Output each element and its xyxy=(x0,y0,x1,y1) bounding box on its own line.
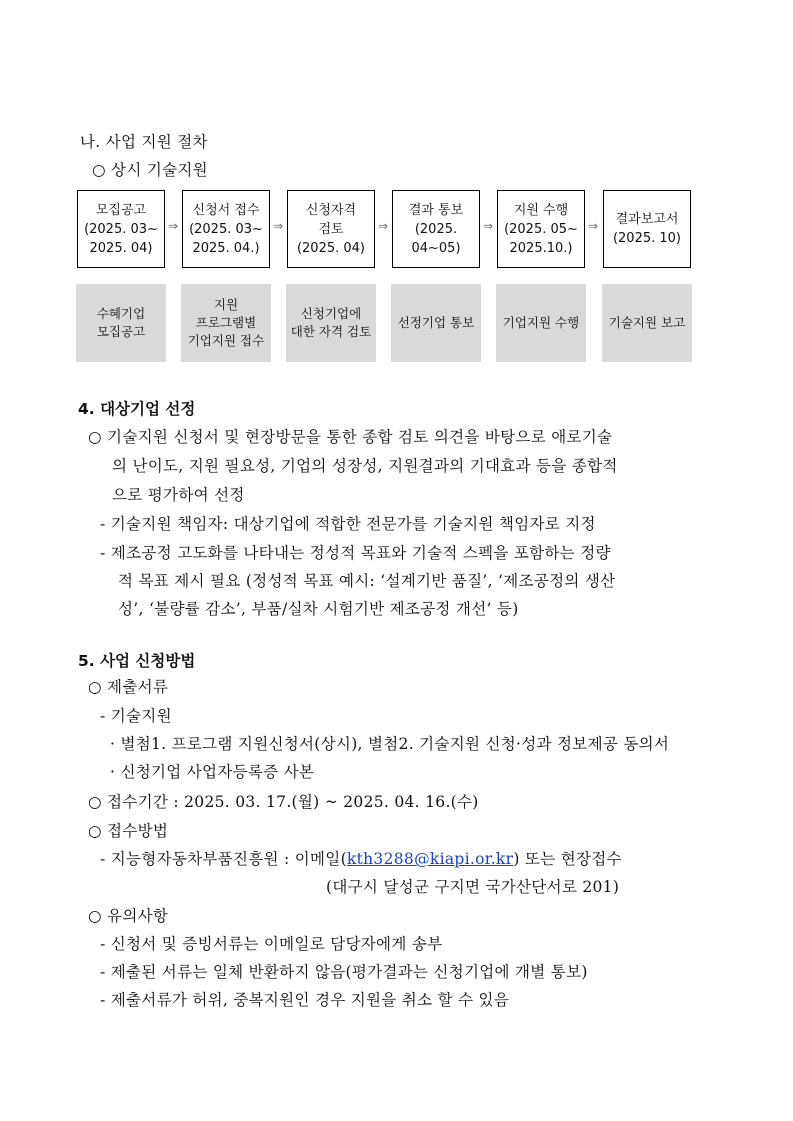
email-link[interactable]: kth3288@kiapi.or.kr xyxy=(346,850,514,868)
flow-desc-text: 기업지원 접수 xyxy=(187,333,265,348)
flow-step-text: 2025.10.) xyxy=(509,240,573,256)
flow-arrow: ⇒ xyxy=(168,219,179,233)
flow-step-text: 2025. 04.) xyxy=(192,240,260,256)
section-4-paragraph-line: 의 난이도, 지원 필요성, 기업의 성장성, 지원결과의 기대효과 등을 종합적 xyxy=(112,457,618,475)
note-item: - 신청서 및 증빙서류는 이메일로 담당자에게 송부 xyxy=(100,935,443,953)
flow-arrow: ⇒ xyxy=(588,219,599,233)
attachment-item: · 신청기업 사업자등록증 사본 xyxy=(110,763,315,781)
flow-step-text: 검토 xyxy=(318,221,344,237)
flow-desc-result xyxy=(391,284,481,362)
flow-step-text: (2025. 03~ xyxy=(84,221,158,237)
section-sub-regular-support: ○ 상시 기술지원 xyxy=(92,161,208,179)
flow-step-text: 결과 통보 xyxy=(408,202,464,218)
tech-support-item: - 기술지원 xyxy=(100,707,172,725)
flow-desc-text: 선정기업 통보 xyxy=(397,315,475,330)
flow-step-report xyxy=(603,190,691,268)
flow-step-execution xyxy=(497,190,585,268)
flow-step-text: 결과보고서 xyxy=(615,212,679,227)
flow-arrow: ⇒ xyxy=(378,219,389,233)
flow-desc-text: 기업지원 수행 xyxy=(502,315,580,330)
flow-step-application xyxy=(182,190,270,268)
org-prefix: - 지능형자동차부품진흥원 : 이메일( xyxy=(100,850,347,868)
flow-desc-text: 모집공고 xyxy=(96,324,146,339)
flow-step-text: (2025. 04~05) xyxy=(411,221,461,256)
note-item: - 제출서류가 허위, 중복지원인 경우 지원을 취소 할 수 있음 xyxy=(100,991,510,1009)
flow-desc-text: 기술지원 보고 xyxy=(608,315,686,330)
flow-step-recruitment xyxy=(77,190,165,268)
attachment-item: · 별첨1. 프로그램 지원신청서(상시), 별첨2. 기술지원 신청·성과 정보제공 동의서 xyxy=(110,735,670,753)
section-5-title: 5. 사업 신청방법 xyxy=(78,652,196,670)
section-4-paragraph-line: 으로 평가하여 선정 xyxy=(112,486,245,504)
flow-arrow: ⇒ xyxy=(483,219,494,233)
notes-heading: ○ 유의사항 xyxy=(88,907,169,925)
flow-desc-recruitment xyxy=(76,284,166,362)
flow-desc-text: 지원 xyxy=(213,297,239,312)
flow-step-text: 신청자격 xyxy=(305,202,357,218)
flow-desc-report xyxy=(602,284,692,362)
flow-desc-execution xyxy=(496,284,586,362)
flow-step-text: (2025. 04) xyxy=(296,240,366,256)
flow-step-result xyxy=(392,190,480,268)
section-title-procedure: 나. 사업 지원 절차 xyxy=(80,133,208,151)
section-4-bullet: - 기술지원 책임자: 대상기업에 적합한 전문가를 기술지원 책임자로 지정 xyxy=(100,515,596,533)
section-4-paragraph-line: ○ 기술지원 신청서 및 현장방문을 통한 종합 검토 의견을 바탕으로 애로기술 xyxy=(88,428,613,446)
flow-step-text: 2025. 04) xyxy=(89,240,153,256)
section-4-bullet-line: 적 목표 제시 필요 (정성적 목표 예시: ‘설계기반 품질’, ‘제조공정의 생산 xyxy=(118,572,616,590)
org-suffix: ) 또는 현장접수 xyxy=(513,850,622,868)
section-4-bullet-line: 성’, ‘불량률 감소’, 부품/실차 시험기반 제조공정 개선’ 등) xyxy=(118,600,519,618)
flow-desc-text: 수혜기업 xyxy=(96,306,146,321)
flow-step-text: 지원 수행 xyxy=(513,202,569,218)
flow-step-eligibility xyxy=(287,190,375,268)
application-method-heading: ○ 접수방법 xyxy=(88,822,169,840)
application-period: ○ 접수기간 : 2025. 03. 17.(월) ~ 2025. 04. 16.(수) xyxy=(88,793,479,811)
flow-desc-text: 대한 자격 검토 xyxy=(290,324,372,339)
flow-arrow: ⇒ xyxy=(273,219,284,233)
section-4-title: 4. 대상기업 선정 xyxy=(78,400,196,418)
flow-step-text: (2025. 10) xyxy=(612,231,682,246)
submission-docs-heading: ○ 제출서류 xyxy=(88,678,169,696)
flow-step-text: (2025. 03~ xyxy=(189,221,263,237)
application-org xyxy=(100,849,622,869)
section-4-bullet: - 제조공정 고도화를 나타내는 정성적 목표와 기술적 스펙을 포함하는 정량 xyxy=(100,544,611,562)
address: (대구시 달성군 구지면 국가산단서로 201) xyxy=(326,878,620,896)
note-item: - 제출된 서류는 일체 반환하지 않음(평가결과는 신청기업에 개별 통보) xyxy=(100,963,588,981)
flow-desc-text: 신청기업에 xyxy=(300,306,362,321)
flow-desc-application xyxy=(181,284,271,362)
flow-desc-eligibility xyxy=(286,284,376,362)
flow-step-text: 신청서 접수 xyxy=(192,202,260,218)
flow-desc-text: 프로그램별 xyxy=(195,315,257,330)
flow-step-text: 모집공고 xyxy=(95,202,147,218)
flow-step-text: (2025. 05~ xyxy=(504,221,578,237)
